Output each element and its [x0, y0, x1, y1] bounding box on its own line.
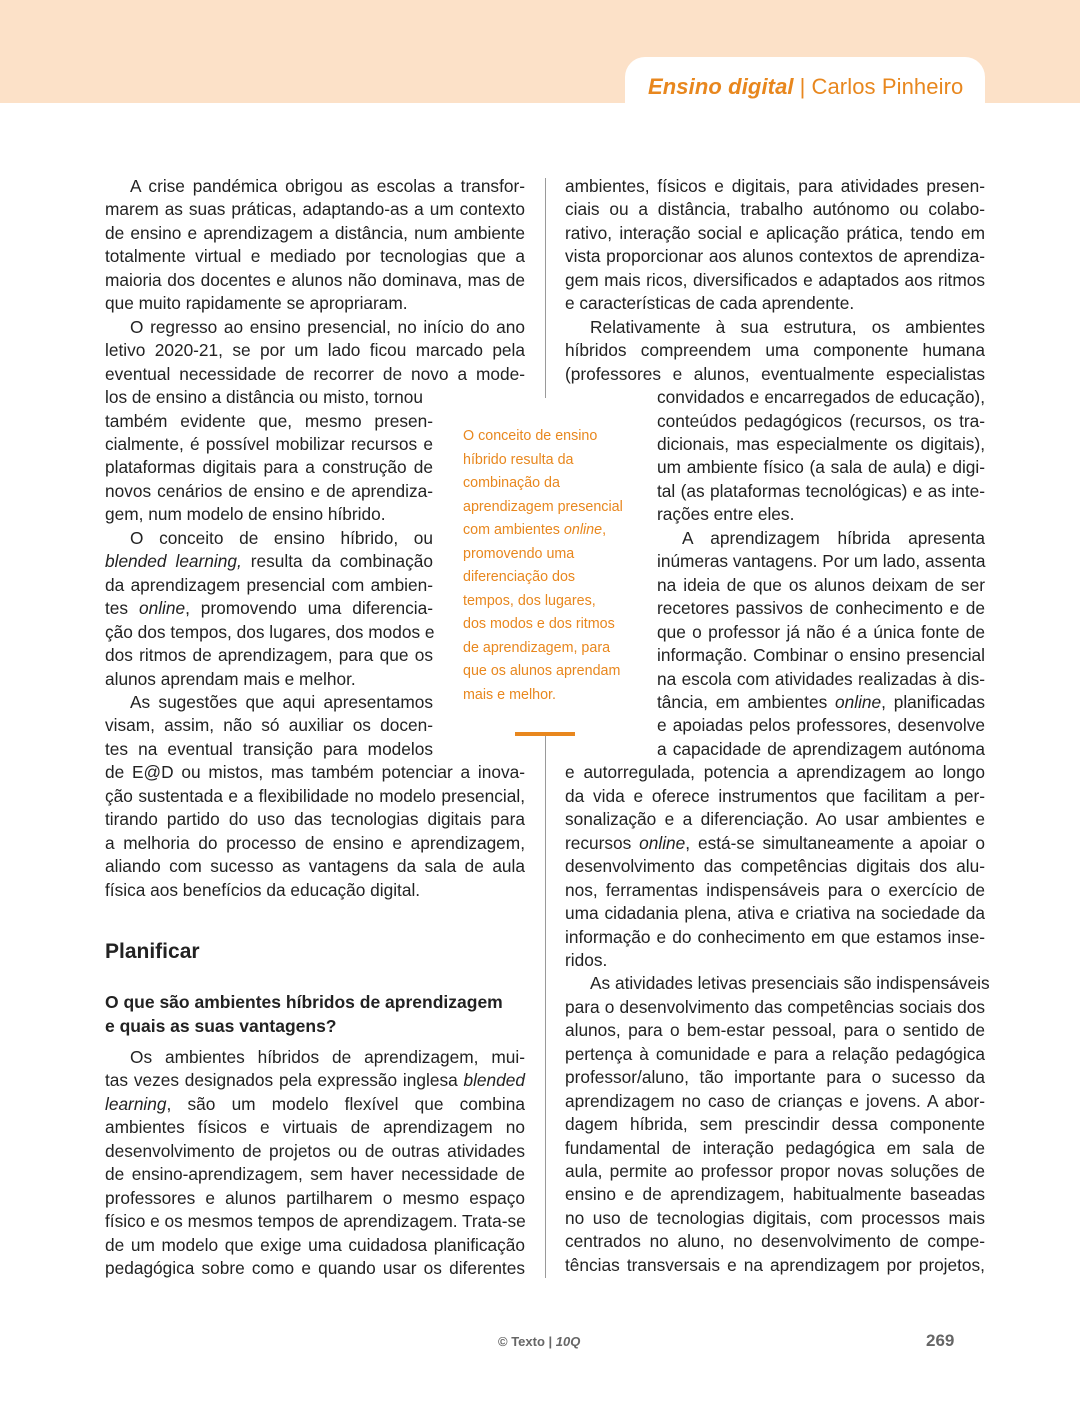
text-line: ensino e de aprendizagem, habitualmente baseadas: [565, 1184, 985, 1205]
text-span: , são um modelo flexível que combina: [166, 1093, 525, 1114]
text-line: gem, num modelo de ensino híbrido.: [105, 504, 386, 525]
text-line: Relativamente à sua estrutura, os ambientes: [590, 316, 985, 337]
text-span: ,: [602, 522, 607, 539]
text-line: dagem híbrida, sem prescindir dessa componente: [565, 1114, 985, 1135]
text-line: inúmeras vantagens. Por um lado, assenta: [657, 551, 986, 572]
italic-term: online: [639, 832, 686, 853]
text-line: vista proporcionar aos alunos contextos de aprendiza-: [565, 246, 985, 267]
text-line: As atividades letivas presenciais são indispensáveis: [590, 973, 990, 994]
paragraph: [105, 1046, 525, 1281]
paragraph: [565, 175, 985, 316]
text-line: aula, permite ao professor propor novas soluções de: [565, 1161, 985, 1182]
footer-copyright: [498, 1334, 580, 1349]
column-divider-bottom: [545, 735, 546, 1278]
author-name: Carlos Pinheiro: [811, 74, 964, 99]
text-span: tes: [105, 598, 139, 619]
text-line: rações entre eles.: [657, 504, 795, 525]
text-line: eventual necessidade de recorrer de novo a mode-: [105, 363, 525, 384]
text-line: [105, 597, 433, 620]
text-line: ambientes físicos e virtuais de aprendizagem no: [105, 1117, 525, 1138]
text-line: (professores e alunos, eventualmente especialistas: [565, 363, 985, 384]
text-line: totalmente virtual e mediado por tecnologias que a: [105, 246, 525, 267]
text-line: convidados e encarregados de educação),: [657, 387, 985, 408]
pull-quote-line: de aprendizagem, para: [463, 639, 611, 656]
text-line: O conceito de ensino híbrido, ou: [130, 527, 433, 548]
text-line: ridos.: [565, 949, 608, 970]
pull-quote-line: que os alunos aprendam: [463, 663, 621, 680]
text-line: visam, assim, não só auxiliar os docen-: [105, 715, 433, 736]
text-line: que o professor já não é a única fonte de: [657, 621, 985, 642]
text-line: [105, 1093, 525, 1116]
text-line: conteúdos pedagógicos (recursos, os tra-: [657, 410, 985, 431]
text-line: Os ambientes híbridos de aprendizagem, mui-: [130, 1047, 525, 1067]
italic-term: online: [835, 691, 882, 712]
text-line: tirando partido do uso das tecnologias digitais para: [105, 809, 525, 830]
text-line: nos, ferramentas indispensáveis para o exercício de: [565, 879, 985, 900]
text-span: , promovendo uma diferencia-: [185, 598, 433, 619]
pull-quote-line: mais e melhor.: [463, 687, 556, 704]
italic-term: blended learning,: [105, 551, 242, 572]
text-line: As sugestões que aqui apresentamos: [130, 691, 433, 712]
paragraph: [105, 316, 525, 527]
paragraph: [105, 175, 525, 316]
text-line: da vida e oferece instrumentos que facilitam a per-: [565, 785, 985, 806]
text-line: pedagógica sobre como e quando usar os diferentes: [105, 1258, 525, 1279]
header-separator: |: [799, 74, 806, 99]
left-column-lower: [105, 1046, 525, 1281]
text-line: informação. Combinar o ensino presencial: [657, 645, 985, 666]
text-line: professores e alunos partilharem o mesmo espaço: [105, 1187, 525, 1208]
text-line: aprendizagem no caso de crianças e jovens. A abor-: [565, 1090, 985, 1111]
paragraph: [105, 691, 525, 902]
copyright-text: © Texto |: [498, 1334, 556, 1349]
text-span: , está-se simultaneamente a apoiar o: [685, 832, 985, 853]
paragraph: [565, 527, 985, 973]
pull-quote-line: promovendo uma: [463, 545, 575, 562]
text-line: dos ritmos de aprendizagem, para que os: [105, 645, 433, 666]
text-line: cialmente, é possível mobilizar recursos e: [105, 433, 433, 454]
text-line: recetores passivos de conhecimento e de: [657, 598, 985, 619]
text-line: letivo 2020-21, se por um lado ficou marcado pela: [105, 340, 525, 361]
pull-quote-line: aprendizagem presencial: [463, 498, 623, 515]
text-span: tância, em ambientes: [657, 691, 836, 712]
text-line: rativo, interação social e aplicação prática, tendo em: [565, 222, 985, 243]
text-line: tências transversais e na aprendizagem por projetos,: [565, 1254, 985, 1275]
text-line: fundamental de interação pedagógica em sala de: [565, 1137, 985, 1158]
text-span: recursos: [565, 832, 640, 853]
italic-term: blended: [463, 1070, 525, 1091]
text-line: física aos benefícios da educação digital.: [105, 879, 421, 900]
text-line: desenvolvimento das competências digitais dos alu-: [565, 856, 985, 877]
pull-quote-line: combinação da: [463, 475, 560, 492]
text-line: para o desenvolvimento das competências sociais dos: [565, 996, 985, 1017]
text-line: no uso de tecnologias digitais, com processos mais: [565, 1207, 985, 1228]
text-line: ambientes, físicos e digitais, para atividades presen-: [565, 176, 985, 196]
text-line: na ideia de que os alunos deixam de ser: [657, 574, 985, 595]
text-span: resulta da combinação: [241, 551, 433, 572]
text-line: A crise pandémica obrigou as escolas a transfor-: [130, 176, 525, 196]
text-line: físico e os mesmos tempos de aprendizagem. Trata-se: [105, 1211, 526, 1232]
text-line: centrados no aluno, no desenvolvimento de compe-: [565, 1231, 985, 1252]
text-line: e características de cada aprendente.: [565, 293, 855, 314]
paragraph: [565, 316, 985, 527]
text-line: de E@D ou mistos, mas também potenciar a inova-: [105, 762, 525, 783]
text-line: maioria dos docentes e alunos não dominava, mas de: [105, 269, 525, 290]
text-line: aliando com sucesso as vantagens da sala de aula: [105, 856, 525, 877]
column-divider-top: [545, 178, 546, 398]
text-line: ciais ou a distância, trabalho autónomo ou colabo-: [565, 199, 985, 220]
text-line: marem as suas práticas, adaptando-as a um contexto: [105, 199, 525, 220]
left-column: [105, 175, 525, 902]
subheading-line: O que são ambientes híbridos de aprendizagem: [105, 992, 503, 1012]
text-line: sonalização e a diferenciação. Ao usar ambientes e: [565, 809, 985, 830]
text-line: de ensino-aprendizagem, sem haver necessidade de: [105, 1164, 525, 1185]
paragraph: [105, 527, 525, 691]
pull-quote-line: híbrido resulta da: [463, 451, 574, 468]
text-line: e apoiadas pelos professores, desenvolve: [657, 715, 985, 736]
publisher-name: 10Q: [555, 1334, 581, 1349]
text-line: alunos aprendam mais e melhor.: [105, 668, 356, 689]
page-number: 269: [926, 1331, 955, 1350]
text-line: pertença à comunidade e para a relação pedagógica: [565, 1043, 985, 1064]
italic-term: online: [138, 598, 186, 619]
pull-quote-line: diferenciação dos: [463, 569, 576, 586]
text-line: híbridos compreendem uma componente humana: [565, 340, 985, 361]
text-line: um ambiente físico (a sala de aula) e digi-: [657, 457, 985, 478]
text-line: informação e do conhecimento em que estamos inse-: [565, 926, 985, 947]
text-line: [105, 1069, 525, 1092]
italic-term: learning: [105, 1093, 167, 1114]
text-span: , planificadas: [881, 691, 985, 712]
pull-quote-line: O conceito de ensino: [463, 428, 598, 444]
text-line: gem mais ricos, diversificados e adaptados aos ritmos: [565, 269, 985, 290]
text-line: da aprendizagem presencial com ambien-: [105, 574, 433, 595]
text-line: desenvolvimento de projetos ou de outras atividades: [105, 1140, 525, 1161]
pull-quote-line: dos modos e dos ritmos: [463, 616, 615, 633]
text-line: tes na eventual transição para modelos: [105, 738, 433, 759]
text-line: plataformas digitais para a construção de: [105, 457, 433, 478]
text-line: que muito rapidamente se apropriaram.: [105, 293, 408, 314]
text-span: com ambientes: [463, 522, 564, 539]
text-line: novos cenários de ensino e de aprendiza-: [105, 480, 433, 501]
text-line: dicionais, mas especialmente os digitais),: [657, 433, 985, 454]
text-line: [105, 550, 433, 573]
subheading-line: e quais as suas vantagens?: [105, 1016, 337, 1036]
right-column: [565, 175, 990, 1277]
text-line: também evidente que, mesmo presen-: [105, 410, 433, 431]
book-title: Ensino digital: [648, 74, 794, 99]
running-header: [648, 72, 963, 102]
text-line: e autorregulada, potencia a aprendizagem ao longo: [565, 762, 985, 783]
text-line: a capacidade de aprendizagem autónoma: [657, 738, 985, 759]
italic-term: online: [563, 522, 603, 539]
text-line: tal (as plataformas tecnológicas) e as inte-: [657, 480, 985, 501]
text-line: [565, 832, 985, 855]
text-line: professor/aluno, tão importante para o sucesso da: [565, 1067, 985, 1088]
text-line: ção sustentada e a flexibilidade no modelo presencial,: [105, 785, 525, 806]
text-line: a melhoria do processo de ensino e aprendizagem,: [105, 832, 525, 853]
text-line: uma cidadania plena, ativa e criativa na sociedade da: [565, 903, 985, 924]
text-span: tas vezes designados pela expressão inglesa: [105, 1070, 464, 1091]
text-line: ção dos tempos, dos lugares, dos modos e: [105, 621, 435, 642]
text-line: de ensino e aprendizagem a distância, num ambiente: [105, 222, 525, 243]
text-line: O regresso ao ensino presencial, no início do ano: [130, 316, 525, 337]
text-line: [657, 691, 985, 714]
text-line: alunos, para o bem-estar pessoal, para o sentido de: [565, 1020, 985, 1041]
subsection-heading: [105, 990, 503, 1038]
text-line: de um modelo que exige uma cuidadosa planificação: [105, 1234, 525, 1255]
paragraph: [565, 972, 990, 1277]
pull-quote-line: tempos, dos lugares,: [463, 592, 596, 609]
text-line: los de ensino a distância ou misto, tornou: [105, 387, 423, 408]
section-heading: Planificar: [105, 940, 200, 963]
text-line: na escola com atividades realizadas à dis-: [657, 668, 985, 689]
text-line: A aprendizagem híbrida apresenta: [682, 527, 985, 548]
